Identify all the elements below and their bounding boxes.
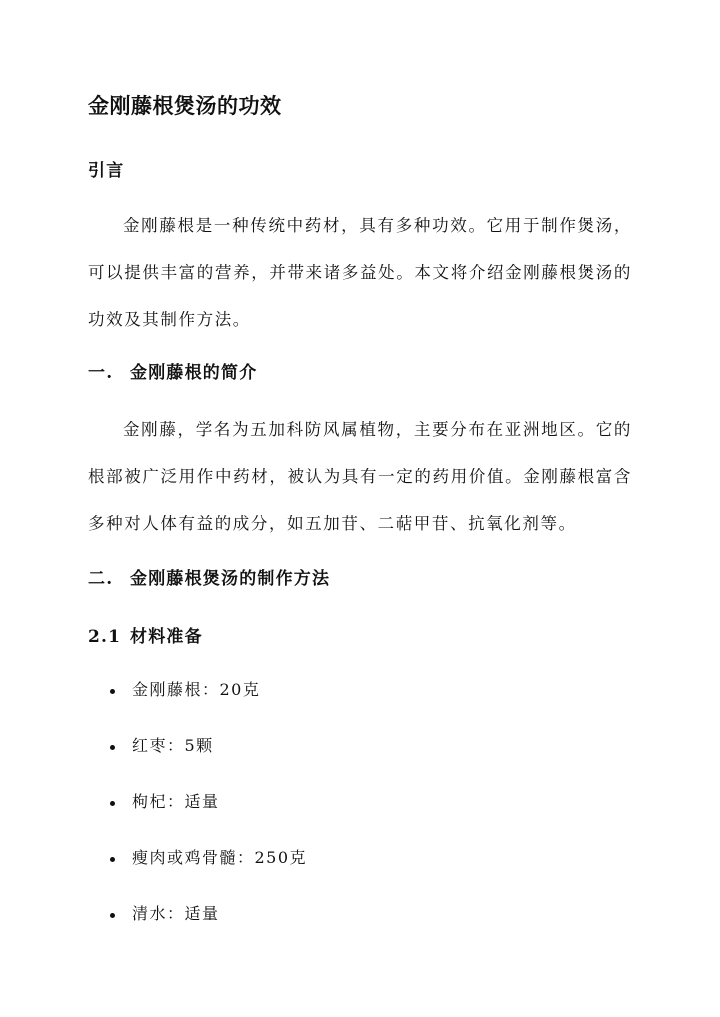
material-text: 瘦肉或鸡骨髓：250克 [132,848,308,867]
bullet-icon [110,857,115,862]
material-text: 红枣：5颗 [132,736,214,755]
section-1-paragraph: 金刚藤，学名为五加科防风属植物，主要分布在亚洲地区。它的根部被广泛用作中药材，被认为具有一定的药用价值。金刚藤根富含多种对人体有益的成分，如五加苷、二萜甲苷、抗氧化剂等。 [88,420,632,533]
subsection-title-2-1: 材料准备 [130,627,203,647]
list-item [88,728,307,784]
document-title: 金刚藤根煲汤的功效 [88,93,282,118]
list-item [88,672,307,728]
section-number-2: 二. [88,569,114,589]
section-heading-2 [88,564,330,589]
section-title-1: 金刚藤根的简介 [130,363,258,383]
material-text: 枸杞：适量 [132,792,220,811]
section-number-1: 一. [88,363,114,383]
section-title-2: 金刚藤根煲汤的制作方法 [130,569,331,589]
list-item [88,784,307,840]
materials-list [88,672,307,952]
list-item [88,840,307,896]
bullet-icon [110,801,115,806]
section-heading-1 [88,358,257,383]
intro-paragraph: 金刚藤根是一种传统中药材，具有多种功效。它用于制作煲汤，可以提供丰富的营养，并带来诸多益处。本文将介绍金刚藤根煲汤的功效及其制作方法。 [88,216,632,329]
material-text: 金刚藤根：20克 [132,680,261,699]
bullet-icon [110,745,115,750]
subsection-heading-2-1 [88,622,203,647]
material-text: 清水：适量 [132,904,220,923]
section-heading-intro: 引言 [88,161,125,181]
bullet-icon [110,913,115,918]
list-item [88,896,307,952]
subsection-number-2-1: 2.1 [88,627,122,647]
bullet-icon [110,689,115,694]
